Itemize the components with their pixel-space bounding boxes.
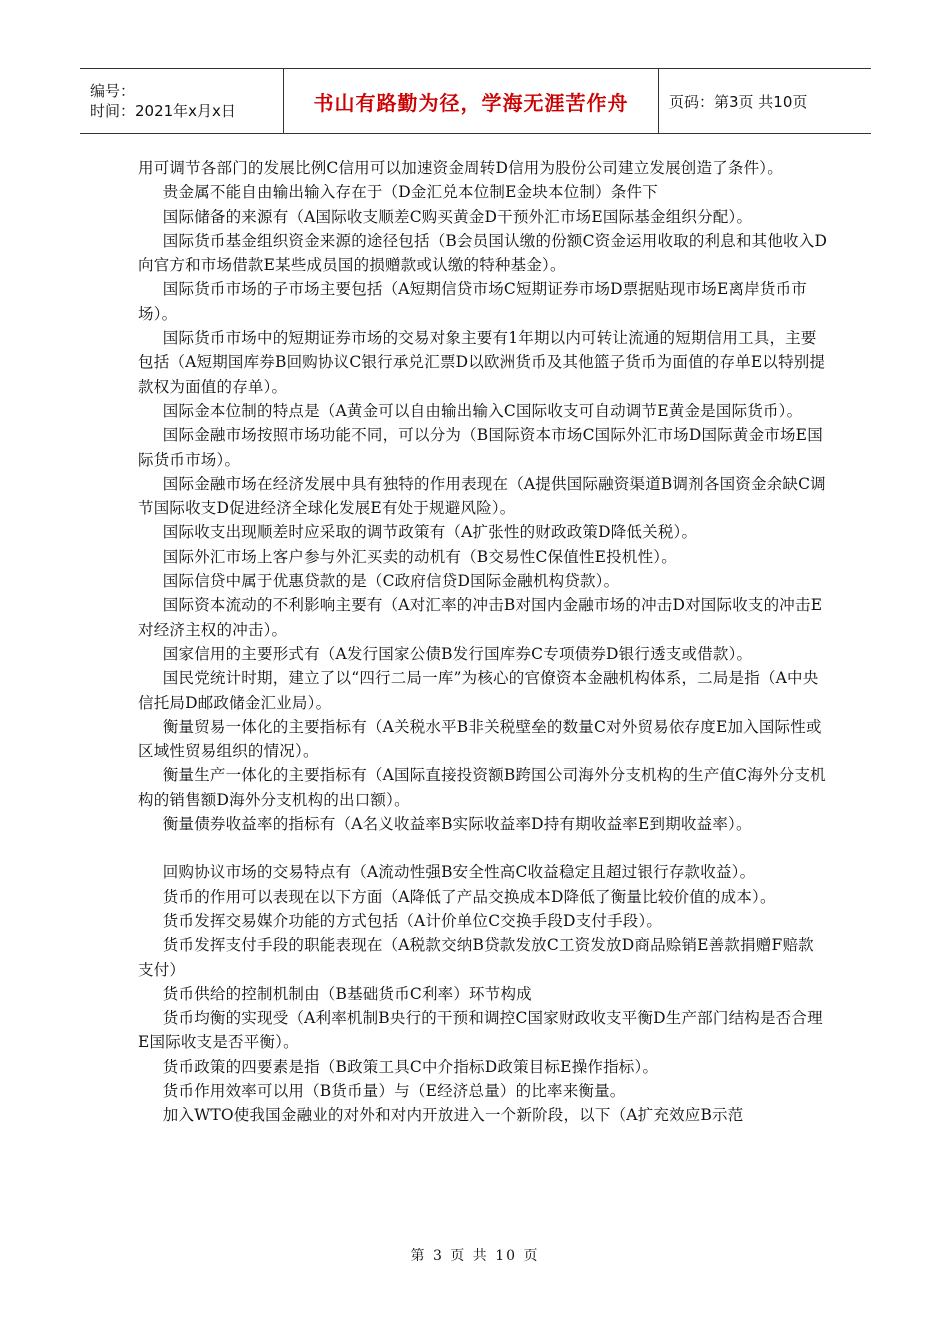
paragraph: 国际金本位制的特点是（A黄金可以自由输出输入C国际收支可自动调节E黄金是国际货币）。	[162, 401, 803, 420]
paragraph: 衡量生产一体化的主要指标有（A国际直接投资额B跨国公司海外分支机构的生产值C海外分支机构的销售额D海外分支机构的出口额）。	[138, 766, 826, 809]
page-number-info: 页码：第3页 共10页	[669, 92, 808, 111]
page-header	[80, 68, 871, 134]
paragraph: 衡量贸易一体化的主要指标有（A关税水平B非关税壁垒的数量C对外贸易依存度E加入国际性或区域性贸易组织的情况）。	[138, 717, 822, 761]
paragraph: 货币政策的四要素是指（B政策工具C中介指标D政策目标E操作指标）。	[162, 1057, 659, 1076]
paragraph: 国际货币市场的子市场主要包括（A短期信贷市场C短期证券市场D票据贴现市场E离岸货币市场）。	[138, 280, 807, 323]
paragraph: 货币发挥支付手段的职能表现在（A税款交纳B贷款发放C工资发放D商品赊销E善款捐赠F赔款支付）	[138, 936, 814, 979]
document-number: 编号：	[90, 82, 136, 100]
document-time: 时间：2021年x月x日	[90, 102, 236, 120]
paragraph: 国际外汇市场上客户参与外汇买卖的动机有（B交易性C保值性E投机性）。	[162, 547, 677, 566]
paragraph: 加入WTO使我国金融业的对外和对内开放进入一个新阶段，以下（A扩充效应B示范	[162, 1106, 744, 1125]
paragraph: 国际货币基金组织资金来源的途径包括（B会员国认缴的份额C资金运用收取的利息和其他收入D向官方和市场借款E某些成员国的损赠款或认缴的特种基金）。	[138, 231, 828, 275]
paragraph: 货币供给的控制机制由（B基础货币C利率）环节构成	[162, 984, 532, 1003]
paragraph: 贵金属不能自由输出输入存在于（D金汇兑本位制E金块本位制）条件下	[162, 183, 658, 202]
paragraph: 回购协议市场的交易特点有（A流动性强B安全性高C收益稳定且超过银行存款收益）。	[162, 863, 756, 882]
paragraph: 国民党统计时期，建立了以“四行二局一库”为核心的官僚资本金融机构体系，二局是指（A中央信托局D邮政储金汇业局）。	[138, 669, 819, 712]
header-meta	[80, 69, 283, 133]
paragraph: 国际信贷中属于优惠贷款的是（C政府信贷D国际金融机构贷款）。	[162, 572, 620, 591]
paragraph: 衡量债券收益率的指标有（A名义收益率B实际收益率D持有期收益率E到期收益率）。	[162, 815, 752, 834]
paragraph: 国际金融市场按照市场功能不同，可以分为（B国际资本市场C国际外汇市场D国际黄金市场E国际货币市场）。	[138, 426, 823, 469]
header-page-info	[659, 69, 871, 133]
paragraph: 国际资本流动的不利影响主要有（A对汇率的冲击B对国内金融市场的冲击D对国际收支的冲击E对经济主权的冲击）。	[138, 596, 823, 639]
paragraph: 货币均衡的实现受（A利率机制B央行的干预和调控C国家财政收支平衡D生产部门结构是否合理E国际收支是否平衡）。	[138, 1009, 823, 1052]
paragraph: 国际收支出现顺差时应采取的调节政策有（A扩张性的财政政策D降低关税）。	[162, 523, 698, 542]
paragraph: 国际金融市场在经济发展中具有独特的作用表现在（A提供国际融资渠道B调剂各国资金余缺C调节国际收支D促进经济全球化发展E有处于规避风险）。	[138, 474, 826, 518]
paragraph: 国际货币市场中的短期证券市场的交易对象主要有1年期以内可转让流通的短期信用工具，主要包括（A短期国库券B回购协议C银行承兑汇票D以欧洲货币及其他篮子货币为面值的存单E以特别提款权为面值的存单）。	[138, 329, 826, 396]
paragraph: 国际储备的来源有（A国际收支顺差C购买黄金D干预外汇市场E国际基金组织分配）。	[162, 207, 753, 226]
slogan: 书山有路勤为径，学海无涯苦作舟	[313, 90, 629, 115]
document-body	[138, 156, 828, 1128]
paragraph: 用可调节各部门的发展比例C信用可以加速资金周转D信用为股份公司建立发展创造了条件）。	[138, 159, 783, 177]
paragraph: 货币的作用可以表现在以下方面（A降低了产品交换成本D降低了衡量比较价值的成本）。	[162, 887, 776, 906]
paragraph: 国家信用的主要形式有（A发行国家公债B发行国库券C专项债券D银行透支或借款）。	[162, 644, 753, 663]
header-slogan-cell	[283, 69, 659, 133]
paragraph: 货币发挥交易媒介功能的方式包括（A计价单位C交换手段D支付手段）。	[162, 911, 663, 930]
paragraph: 货币作用效率可以用（B货币量）与（E经济总量）的比率来衡量。	[162, 1081, 626, 1100]
page-footer: 第 3 页 共 10 页	[410, 1248, 540, 1264]
